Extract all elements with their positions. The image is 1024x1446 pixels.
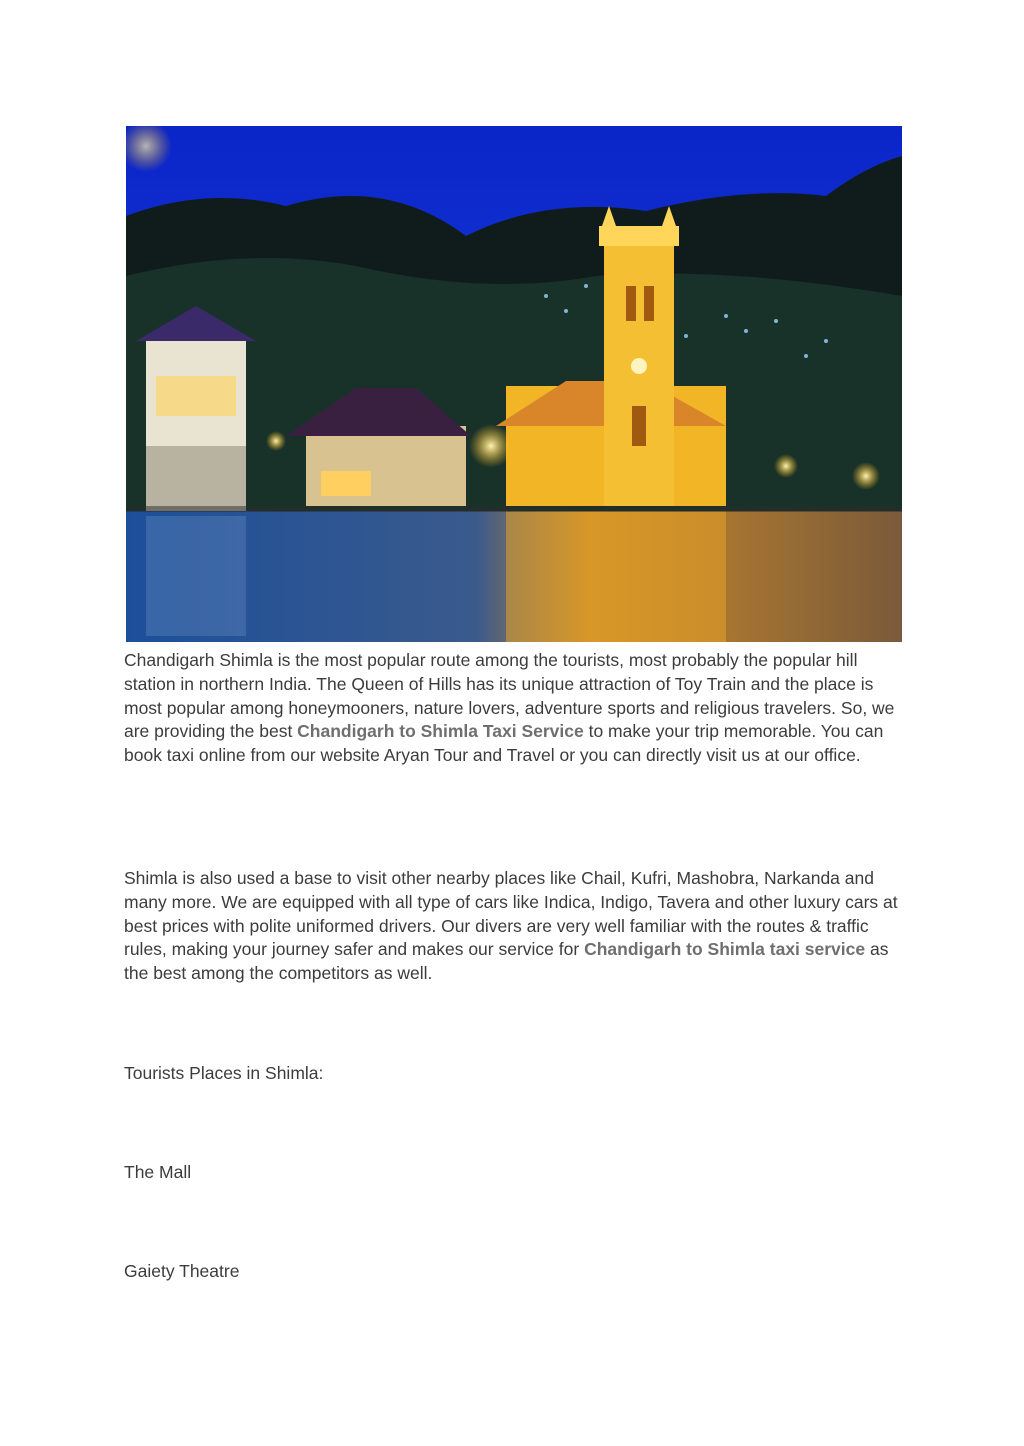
taxi-service-link-2[interactable]: Chandigarh to Shimla taxi service <box>584 939 866 960</box>
tourist-places-heading: Tourists Places in Shimla: <box>124 1063 324 1083</box>
nearby-places-paragraph <box>124 867 904 986</box>
intro-text-b: to make your trip memorable. You can book taxi online from our website Aryan Tour and Travel or you can directly visit us at our office. <box>124 721 884 766</box>
intro-paragraph <box>124 649 904 768</box>
taxi-service-link-1[interactable]: Chandigarh to Shimla Taxi Service <box>297 721 584 742</box>
place-item: Gaiety Theatre <box>124 1261 240 1281</box>
nearby-text-a: Shimla is also used a base to visit other nearby places like Chail, Kufri, Mashobra, Narkanda and many more. We are equipped with all type of cars like Indica, Indigo, Tavera and other luxury cars at best prices with polite uniformed drivers. Our divers are very well familiar with the routes & traffic rules, making your journey safer and makes our service for <box>124 868 898 960</box>
intro-text-a: Chandigarh Shimla is the most popular route among the tourists, most probably the popular hill station in northern India. The Queen of Hills has its unique attraction of Toy Train and the place is most popular among honeymooners, nature lovers, adventure sports and religious travelers. So, we are providing the best <box>124 650 895 742</box>
nearby-text-b: as the best among the competitors as well. <box>124 939 889 984</box>
place-item: The Mall <box>124 1162 192 1182</box>
shimla-night-photo <box>126 126 902 642</box>
